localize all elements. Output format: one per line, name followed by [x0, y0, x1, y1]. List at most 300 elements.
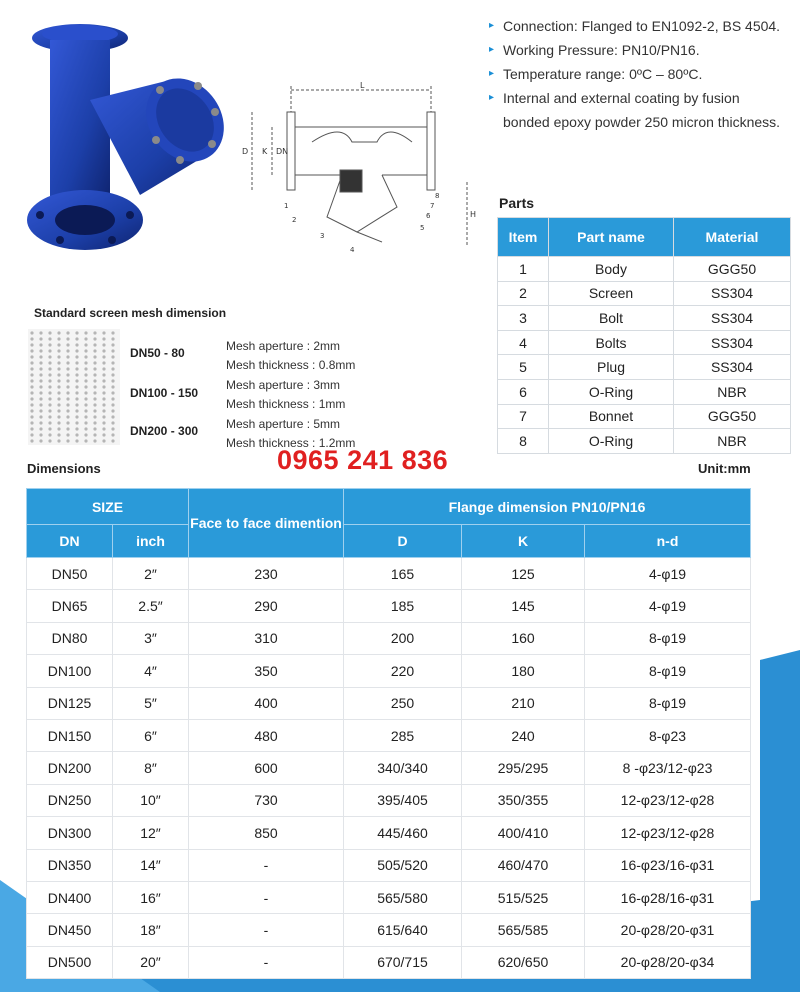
mesh-hole — [75, 433, 78, 436]
cell-nd: 4-φ19 — [585, 558, 751, 590]
mesh-hole — [48, 433, 51, 436]
mesh-hole — [111, 439, 114, 442]
header-flange: Flange dimension PN10/PN16 — [344, 489, 751, 525]
mesh-hole — [84, 331, 87, 334]
table-row — [498, 257, 791, 282]
mesh-hole — [93, 397, 96, 400]
parts-header-item: Item — [498, 218, 549, 257]
mesh-hole — [66, 397, 69, 400]
mesh-hole — [75, 421, 78, 424]
mesh-hole — [66, 421, 69, 424]
mesh-hole — [48, 331, 51, 334]
part-material: GGG50 — [674, 404, 791, 429]
part-name: Screen — [549, 281, 674, 306]
mesh-thickness: Mesh thickness : 1mm — [226, 397, 346, 411]
bullet-icon: ▸ — [489, 44, 495, 55]
mesh-hole — [111, 379, 114, 382]
mesh-hole — [66, 427, 69, 430]
technical-drawing — [232, 82, 487, 262]
mesh-hole — [93, 367, 96, 370]
mesh-hole — [30, 397, 33, 400]
mesh-hole — [84, 361, 87, 364]
mesh-dn-range: DN200 - 300 — [130, 424, 199, 438]
mesh-hole — [30, 331, 33, 334]
cell-k: 350/355 — [462, 784, 585, 816]
spec-item — [487, 62, 797, 86]
cell-dn: DN150 — [27, 719, 113, 751]
mesh-hole — [84, 385, 87, 388]
mesh-hole — [30, 373, 33, 376]
spec-text: Temperature range: 0ºC – 80ºC. — [503, 66, 703, 82]
mesh-hole — [111, 415, 114, 418]
cell-nd: 16-φ23/16-φ31 — [585, 849, 751, 881]
mesh-hole — [48, 373, 51, 376]
mesh-hole — [39, 379, 42, 382]
mesh-hole — [57, 421, 60, 424]
spec-item — [487, 14, 797, 38]
mesh-hole — [93, 373, 96, 376]
mesh-hole — [84, 373, 87, 376]
mesh-hole — [102, 355, 105, 358]
table-row — [498, 306, 791, 331]
mesh-hole — [30, 415, 33, 418]
spec-list — [487, 14, 797, 134]
mesh-hole — [93, 385, 96, 388]
cell-inch: 8″ — [113, 752, 189, 784]
mesh-hole — [102, 331, 105, 334]
cell-inch: 3″ — [113, 622, 189, 654]
mesh-dn-range: DN100 - 150 — [130, 386, 199, 400]
mesh-hole — [30, 343, 33, 346]
mesh-hole — [48, 367, 51, 370]
mesh-hole — [102, 415, 105, 418]
mesh-hole — [111, 433, 114, 436]
mesh-hole — [75, 361, 78, 364]
mesh-hole — [57, 403, 60, 406]
dim-DN: DN — [276, 147, 289, 156]
mesh-hole — [84, 439, 87, 442]
mesh-hole — [75, 367, 78, 370]
callout-6: 6 — [426, 212, 431, 220]
cell-d: 200 — [344, 622, 462, 654]
table-row — [27, 881, 751, 913]
cell-k: 295/295 — [462, 752, 585, 784]
mesh-hole — [84, 421, 87, 424]
mesh-hole — [102, 373, 105, 376]
mesh-hole — [66, 337, 69, 340]
cell-face: 850 — [189, 817, 344, 849]
mesh-hole — [39, 409, 42, 412]
mesh-hole — [30, 409, 33, 412]
callout-3: 3 — [320, 232, 325, 240]
cell-face: - — [189, 914, 344, 946]
callout-7: 7 — [430, 202, 435, 210]
part-item: 7 — [498, 404, 549, 429]
mesh-hole — [84, 349, 87, 352]
mesh-hole — [48, 427, 51, 430]
spec-text-continued: bonded epoxy powder 250 micron thickness. — [503, 114, 781, 130]
mesh-hole — [111, 421, 114, 424]
part-name: Plug — [549, 355, 674, 380]
dim-D: D — [242, 147, 249, 156]
cell-d: 565/580 — [344, 881, 462, 913]
mesh-thickness: Mesh thickness : 0.8mm — [226, 358, 356, 372]
part-material: SS304 — [674, 306, 791, 331]
mesh-hole — [93, 421, 96, 424]
cell-nd: 20-φ28/20-φ31 — [585, 914, 751, 946]
header-inch: inch — [113, 525, 189, 558]
part-material: NBR — [674, 429, 791, 454]
mesh-thickness: Mesh thickness : 1.2mm — [226, 436, 356, 450]
table-row — [498, 281, 791, 306]
mesh-hole — [111, 367, 114, 370]
mesh-hole — [84, 379, 87, 382]
mesh-hole — [48, 343, 51, 346]
mesh-hole — [66, 349, 69, 352]
mesh-hole — [93, 331, 96, 334]
mesh-hole — [93, 409, 96, 412]
cell-dn: DN80 — [27, 622, 113, 654]
mesh-hole — [111, 337, 114, 340]
mesh-hole — [57, 427, 60, 430]
mesh-hole — [93, 415, 96, 418]
phone-number[interactable]: 0965 241 836 — [277, 445, 449, 475]
mesh-hole — [75, 385, 78, 388]
cell-nd: 12-φ23/12-φ28 — [585, 817, 751, 849]
mesh-hole — [75, 391, 78, 394]
mesh-hole — [30, 349, 33, 352]
mesh-hole — [57, 385, 60, 388]
mesh-hole — [39, 331, 42, 334]
cell-face: 400 — [189, 687, 344, 719]
mesh-hole — [102, 367, 105, 370]
cell-k: 210 — [462, 687, 585, 719]
part-name: O-Ring — [549, 429, 674, 454]
mesh-hole — [57, 337, 60, 340]
cell-d: 165 — [344, 558, 462, 590]
cell-face: 310 — [189, 622, 344, 654]
mesh-hole — [102, 409, 105, 412]
cell-k: 180 — [462, 655, 585, 687]
mesh-hole — [57, 367, 60, 370]
part-name: Bonnet — [549, 404, 674, 429]
part-name: Body — [549, 257, 674, 282]
mesh-hole — [111, 403, 114, 406]
cell-k: 125 — [462, 558, 585, 590]
callout-4: 4 — [350, 246, 355, 254]
mesh-hole — [93, 379, 96, 382]
mesh-hole — [39, 361, 42, 364]
mesh-hole — [102, 349, 105, 352]
mesh-hole — [93, 337, 96, 340]
mesh-hole — [111, 361, 114, 364]
mesh-hole — [48, 361, 51, 364]
mesh-hole — [39, 373, 42, 376]
parts-header-name: Part name — [549, 218, 674, 257]
cell-dn: DN500 — [27, 946, 113, 978]
mesh-hole — [111, 391, 114, 394]
bullet-icon: ▸ — [489, 92, 495, 103]
table-row — [27, 784, 751, 816]
mesh-hole — [102, 379, 105, 382]
mesh-hole — [102, 385, 105, 388]
mesh-hole — [66, 361, 69, 364]
mesh-hole — [39, 427, 42, 430]
mesh-hole — [66, 409, 69, 412]
mesh-hole — [93, 349, 96, 352]
mesh-hole — [66, 439, 69, 442]
mesh-hole — [93, 391, 96, 394]
mesh-hole — [102, 403, 105, 406]
cell-face: 600 — [189, 752, 344, 784]
mesh-hole — [57, 391, 60, 394]
cell-nd: 4-φ19 — [585, 590, 751, 622]
mesh-hole — [66, 433, 69, 436]
cell-nd: 8-φ19 — [585, 655, 751, 687]
bullet-icon: ▸ — [489, 68, 495, 79]
cell-k: 240 — [462, 719, 585, 751]
cell-d: 505/520 — [344, 849, 462, 881]
mesh-hole — [84, 433, 87, 436]
mesh-hole — [84, 427, 87, 430]
table-row — [498, 379, 791, 404]
mesh-hole — [84, 343, 87, 346]
part-item: 3 — [498, 306, 549, 331]
mesh-hole — [48, 337, 51, 340]
mesh-hole — [57, 373, 60, 376]
mesh-hole — [48, 379, 51, 382]
cell-nd: 8 -φ23/12-φ23 — [585, 752, 751, 784]
mesh-hole — [102, 439, 105, 442]
unit-label: Unit:mm — [698, 461, 751, 476]
mesh-hole — [75, 439, 78, 442]
table-row — [498, 429, 791, 454]
mesh-hole — [75, 349, 78, 352]
mesh-hole — [93, 439, 96, 442]
table-row — [27, 655, 751, 687]
cell-inch: 2″ — [113, 558, 189, 590]
mesh-hole — [66, 367, 69, 370]
table-row — [27, 752, 751, 784]
mesh-hole — [111, 349, 114, 352]
mesh-hole — [57, 439, 60, 442]
mesh-hole — [75, 355, 78, 358]
callout-1: 1 — [284, 202, 289, 210]
valve-photo — [20, 20, 230, 250]
mesh-hole — [66, 415, 69, 418]
cell-k: 145 — [462, 590, 585, 622]
table-row — [498, 404, 791, 429]
dim-L: L — [360, 82, 365, 90]
cell-inch: 5″ — [113, 687, 189, 719]
mesh-hole — [57, 379, 60, 382]
spec-item — [487, 38, 797, 62]
mesh-hole — [39, 367, 42, 370]
mesh-hole — [102, 391, 105, 394]
mesh-hole — [30, 427, 33, 430]
mesh-hole — [48, 403, 51, 406]
mesh-hole — [75, 343, 78, 346]
cell-d: 340/340 — [344, 752, 462, 784]
cell-nd: 20-φ28/20-φ34 — [585, 946, 751, 978]
cell-k: 160 — [462, 622, 585, 654]
mesh-hole — [39, 337, 42, 340]
mesh-hole — [93, 355, 96, 358]
mesh-hole — [66, 391, 69, 394]
cell-nd: 8-φ23 — [585, 719, 751, 751]
spec-text: Working Pressure: PN10/PN16. — [503, 42, 700, 58]
table-row — [27, 590, 751, 622]
dimensions-title: Dimensions — [27, 461, 101, 476]
mesh-hole — [57, 349, 60, 352]
mesh-hole — [57, 331, 60, 334]
parts-header-material: Material — [674, 218, 791, 257]
part-item: 2 — [498, 281, 549, 306]
table-row — [27, 558, 751, 590]
cell-k: 515/525 — [462, 881, 585, 913]
mesh-hole — [102, 361, 105, 364]
part-material: SS304 — [674, 355, 791, 380]
table-row — [27, 719, 751, 751]
mesh-hole — [39, 421, 42, 424]
mesh-hole — [84, 403, 87, 406]
cell-d: 185 — [344, 590, 462, 622]
cell-dn: DN200 — [27, 752, 113, 784]
cell-face: 230 — [189, 558, 344, 590]
mesh-hole — [84, 391, 87, 394]
mesh-hole — [111, 385, 114, 388]
mesh-title: Standard screen mesh dimension — [34, 306, 227, 320]
mesh-hole — [48, 409, 51, 412]
mesh-aperture: Mesh aperture : 5mm — [226, 417, 341, 431]
cell-d: 285 — [344, 719, 462, 751]
cell-inch: 6″ — [113, 719, 189, 751]
header-d: D — [344, 525, 462, 558]
mesh-hole — [75, 337, 78, 340]
mesh-hole — [57, 409, 60, 412]
mesh-hole — [57, 355, 60, 358]
cell-inch: 12″ — [113, 817, 189, 849]
mesh-hole — [30, 385, 33, 388]
table-row — [27, 687, 751, 719]
mesh-hole — [102, 427, 105, 430]
mesh-hole — [84, 409, 87, 412]
cell-face: - — [189, 881, 344, 913]
callout-2: 2 — [292, 216, 297, 224]
cell-dn: DN250 — [27, 784, 113, 816]
cell-inch: 4″ — [113, 655, 189, 687]
cell-k: 565/585 — [462, 914, 585, 946]
table-row — [27, 946, 751, 978]
dimensions-table — [26, 488, 751, 979]
cell-dn: DN65 — [27, 590, 113, 622]
cell-face: 730 — [189, 784, 344, 816]
part-item: 6 — [498, 379, 549, 404]
part-item: 4 — [498, 330, 549, 355]
table-row — [27, 849, 751, 881]
part-material: SS304 — [674, 281, 791, 306]
cell-inch: 16″ — [113, 881, 189, 913]
parts-table — [497, 217, 791, 454]
mesh-hole — [84, 397, 87, 400]
cell-dn: DN100 — [27, 655, 113, 687]
mesh-hole — [57, 343, 60, 346]
mesh-screen-image — [28, 329, 120, 445]
table-row — [498, 355, 791, 380]
mesh-hole — [30, 433, 33, 436]
mesh-hole — [30, 391, 33, 394]
part-name: Bolt — [549, 306, 674, 331]
mesh-hole — [93, 343, 96, 346]
mesh-hole — [39, 343, 42, 346]
cell-k: 400/410 — [462, 817, 585, 849]
mesh-hole — [39, 433, 42, 436]
mesh-hole — [84, 367, 87, 370]
bullet-icon: ▸ — [489, 20, 495, 31]
part-material: SS304 — [674, 330, 791, 355]
cell-face: - — [189, 849, 344, 881]
mesh-hole — [30, 355, 33, 358]
table-row — [27, 817, 751, 849]
mesh-hole — [66, 355, 69, 358]
mesh-hole — [39, 397, 42, 400]
table-row — [498, 330, 791, 355]
mesh-hole — [39, 385, 42, 388]
cell-k: 460/470 — [462, 849, 585, 881]
mesh-hole — [66, 403, 69, 406]
header-face-to-face: Face to face dimention — [189, 489, 344, 558]
mesh-hole — [39, 349, 42, 352]
mesh-hole — [111, 427, 114, 430]
cell-inch: 10″ — [113, 784, 189, 816]
mesh-hole — [66, 385, 69, 388]
cell-dn: DN450 — [27, 914, 113, 946]
mesh-hole — [57, 433, 60, 436]
mesh-hole — [48, 385, 51, 388]
mesh-hole — [75, 403, 78, 406]
mesh-hole — [57, 397, 60, 400]
part-material: GGG50 — [674, 257, 791, 282]
cell-d: 220 — [344, 655, 462, 687]
mesh-hole — [75, 409, 78, 412]
mesh-hole — [57, 361, 60, 364]
mesh-hole — [93, 403, 96, 406]
mesh-hole — [75, 397, 78, 400]
mesh-hole — [75, 331, 78, 334]
dim-K: K — [262, 147, 268, 156]
cell-dn: DN50 — [27, 558, 113, 590]
cell-face: 480 — [189, 719, 344, 751]
spec-text: Connection: Flanged to EN1092-2, BS 4504. — [503, 18, 781, 34]
mesh-hole — [30, 367, 33, 370]
cell-d: 250 — [344, 687, 462, 719]
mesh-hole — [39, 403, 42, 406]
mesh-hole — [102, 397, 105, 400]
mesh-hole — [111, 409, 114, 412]
header-size: SIZE — [27, 489, 189, 525]
spec-text: Internal and external coating by fusion — [503, 90, 740, 106]
cell-inch: 20″ — [113, 946, 189, 978]
cell-inch: 14″ — [113, 849, 189, 881]
parts-title: Parts — [499, 195, 535, 211]
mesh-hole — [75, 373, 78, 376]
dim-H: H — [470, 210, 477, 219]
cell-dn: DN400 — [27, 881, 113, 913]
table-row — [27, 622, 751, 654]
mesh-hole — [84, 355, 87, 358]
mesh-hole — [30, 439, 33, 442]
part-item: 1 — [498, 257, 549, 282]
